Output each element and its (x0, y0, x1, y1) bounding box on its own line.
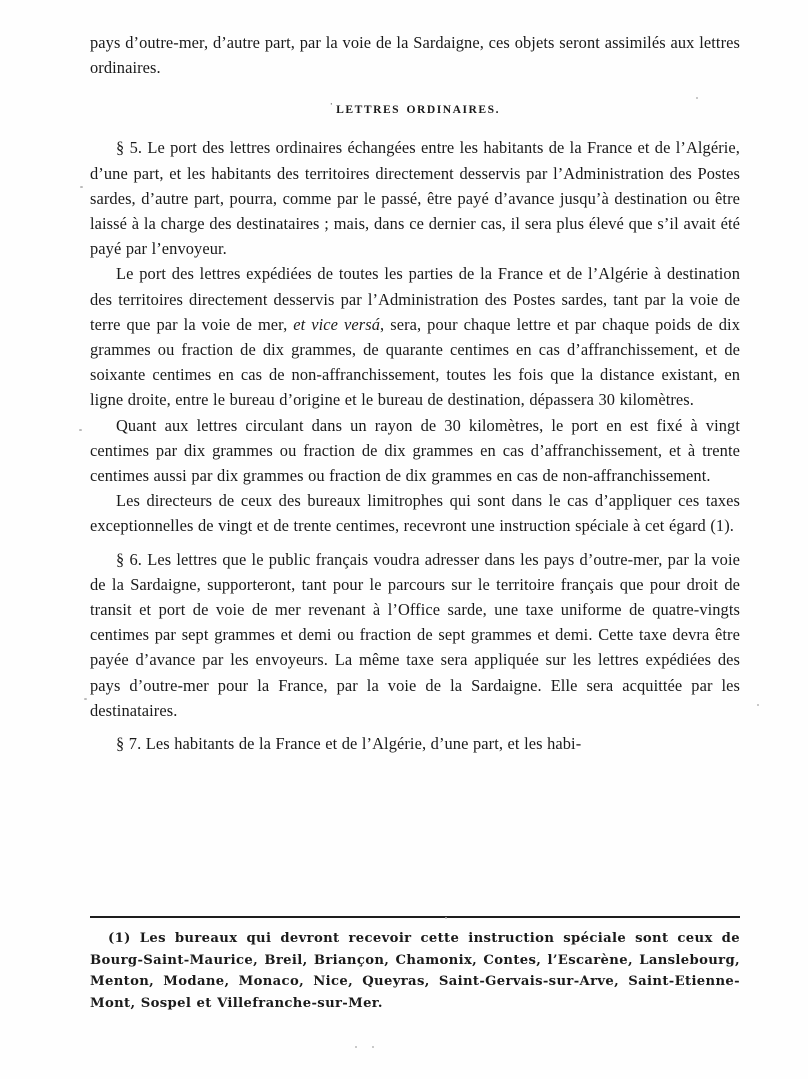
paragraph-port-part-a: Le port des lettres expédiées de toutes les parties de la France et de l’Algérie à destination des territoires directement desservis par l’Administration des Postes sardes, tant par la voie de terre que par la voie de mer, (90, 264, 740, 334)
footnote-zone (90, 916, 740, 1014)
paragraph-5: § 5. Le port des lettres ordinaires échangées entre les habitants de la France et de l’Algérie, d’une part, et les habitants des territoires directement desservis par l’Administration des Postes sardes, d’autre part, pourra, comme par le passé, être payé d’avance jusqu’à destination ou être laissé à la charge des destinataires ; mais, dans ce dernier cas, il sera plus élevé que s’il avait été payé par l’envoyeur. (90, 138, 740, 259)
scan-artifact-speck (80, 186, 83, 188)
scan-artifact-speck (355, 1046, 357, 1048)
scan-artifact-speck (84, 698, 87, 700)
scan-speck-icon: ˙ (329, 102, 335, 112)
paragraph-spacer (90, 723, 740, 731)
paragraph-port-part-b: , sera, pour chaque lettre et par chaque poids de dix grammes ou fraction de dix grammes, de quarante centimes en cas d’affranchissement, et de soixante centimes en cas de non-affranchissement, toutes les fois que la distance existant, en ligne droite, entre le bureau d’origine et le bureau de destination, dépassera 30 kilomètres. (90, 314, 740, 410)
paragraph-directeurs: Les directeurs de ceux des bureaux limitrophes qui sont dans le cas d’appliquer ces taxes exceptionnelles de vingt et de trente centimes, recevront une instruction spéciale à cet égard (1). (90, 491, 740, 536)
footnote-separator-rule (90, 916, 740, 918)
paragraph-7: § 7. Les habitants de la France et de l’Algérie, d’une part, et les habi- (116, 734, 582, 754)
scan-artifact-speck (372, 1046, 374, 1048)
latin-phrase-vice-versa: et vice versá (293, 314, 381, 334)
paragraph-port-expediees (90, 261, 740, 412)
scan-artifact-speck (79, 429, 82, 431)
paragraph-6: § 6. Les lettres que le public français voudra adresser dans les pays d’outre-mer, par la voie de la Sardaigne, supporteront, tant pour le parcours sur le territoire français que pour droit de transit et port de voie de mer revenant à l’Office sarde, une taxe uniforme de quatre-vingts centimes par sept grammes et demi ou fraction de sept grammes et demi. Cette taxe devra être payée d’avance par les envoyeurs. La même taxe sera appliquée sur les lettres expédiées des pays d’outre-mer pour la France, par la voie de la Sardaigne. Elle sera acquittée par les destinataires. (90, 549, 740, 720)
paragraph-continuation: pays d’outre-mer, d’autre part, par la voie de la Sardaigne, ces objets seront assimilés aux lettres ordinaires. (90, 33, 740, 78)
paragraph-rayon-30km: Quant aux lettres circulant dans un rayon de 30 kilomètres, le port en est fixé à vingt centimes par dix grammes ou fraction de dix grammes en cas d’affranchissement, et à trente centimes aussi par dix grammes ou fraction de dix grammes en cas de non-affranchissement. (90, 415, 740, 486)
text-column (90, 30, 740, 756)
paragraph-spacer (90, 539, 740, 547)
footnote-text: (1) Les bureaux qui devront recevoir cette instruction spéciale sont ceux de Bourg-Saint-Maurice, Breil, Briançon, Chamonix, Contes, l’Escarène, Lanslebourg, Menton, Modane, Monaco, Nice, Queyras, Saint-Gervais-sur-Arve, Saint-Etienne-Mont, Sospel et Villefranche-sur-Mer. (90, 931, 740, 1011)
section-heading-label: LETTRES ORDINAIRES. (336, 103, 501, 117)
scan-artifact-speck (757, 704, 759, 706)
section-heading (90, 80, 740, 135)
